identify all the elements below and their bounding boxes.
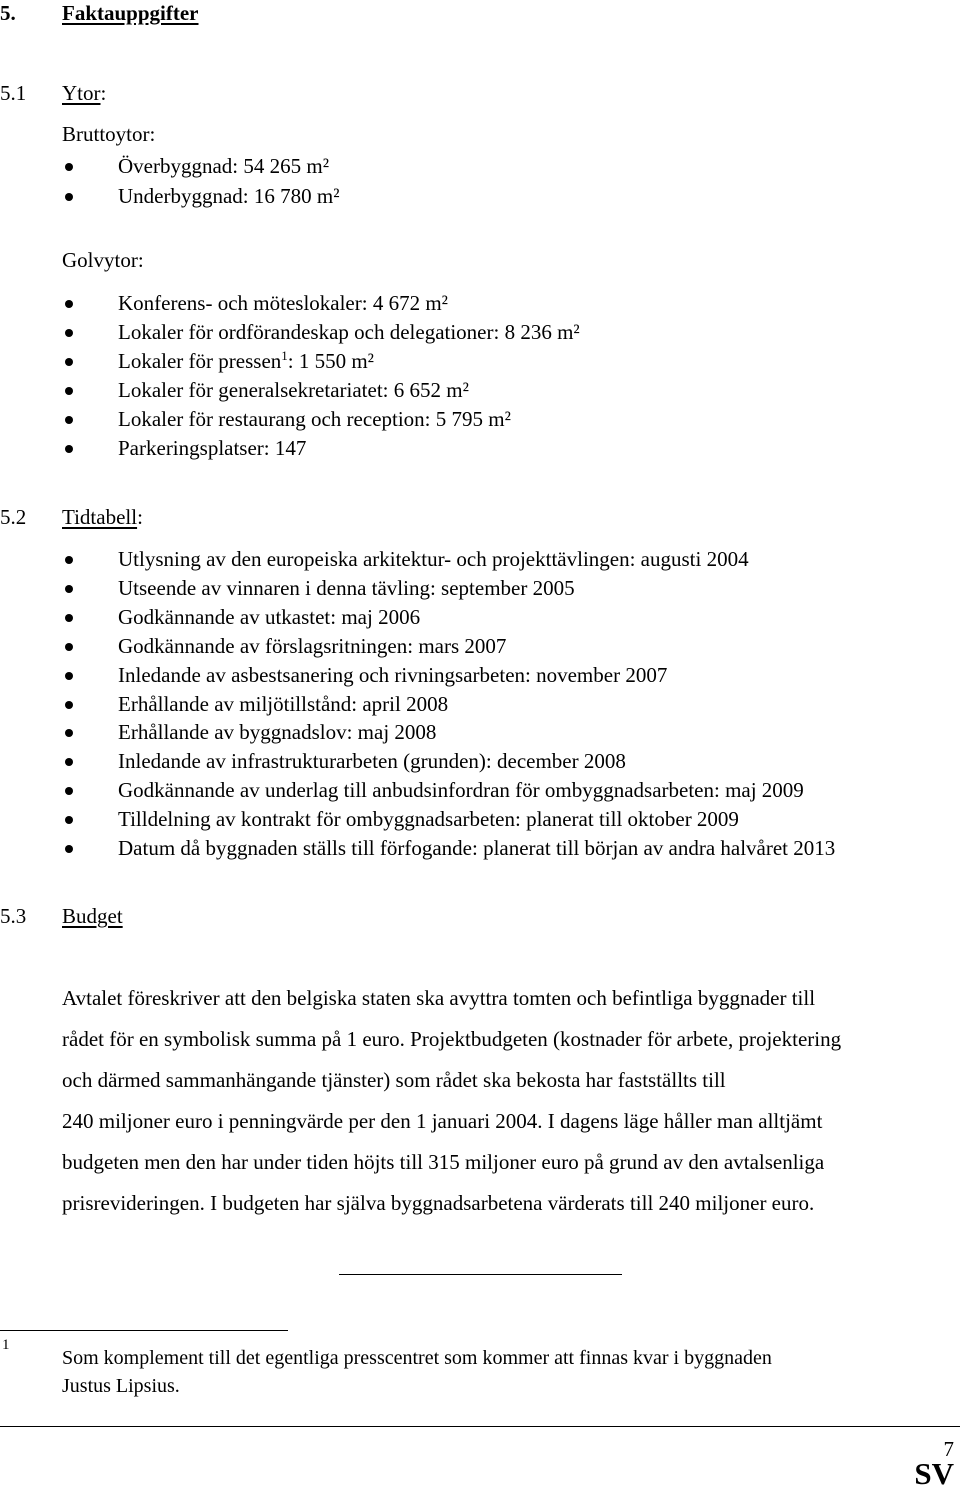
subsection-5-1-colon: : <box>100 81 107 105</box>
footer-rule <box>0 1426 960 1427</box>
end-divider <box>339 1274 622 1275</box>
budget-line: och därmed sammanhängande tjänster) som rådet ska bekosta har fastställts till <box>62 1068 726 1092</box>
timetable-item <box>118 604 421 629</box>
bullet-icon <box>65 163 73 171</box>
footnote-mark: 1 <box>2 1337 10 1353</box>
bullet-icon <box>65 329 73 337</box>
golv-item <box>118 293 448 314</box>
timetable-item-text: Datum då byggnaden ställs till förfogande: planerat till början av andra halvåret 2013 <box>118 836 836 860</box>
bullet-icon <box>65 758 73 766</box>
budget-line: Avtalet föreskriver att den belgiska staten ska avyttra tomten och befintliga byggnader till <box>62 986 816 1010</box>
golv-item-text: Konferens- och möteslokaler: 4 672 m² <box>118 291 448 315</box>
bullet-icon <box>65 701 73 709</box>
timetable-item <box>118 838 835 859</box>
brutto-item-text: Överbyggnad: 54 265 m² <box>118 154 330 178</box>
bullet-icon <box>65 300 73 308</box>
timetable-item-text: Godkännande av utkastet: maj 2006 <box>118 604 421 629</box>
subsection-5-2-number: 5.2 <box>0 505 27 529</box>
page-number: 7 <box>943 1437 954 1461</box>
bullet-icon <box>65 672 73 680</box>
golv-item <box>118 409 511 430</box>
subsection-5-2-heading <box>62 507 143 528</box>
brutto-label: Bruttoytor: <box>62 122 156 146</box>
timetable-item-text: Inledande av infrastrukturarbeten (grunden): december 2008 <box>118 749 626 774</box>
bullet-icon <box>65 387 73 395</box>
bullet-icon <box>65 358 73 366</box>
timetable-item <box>118 691 449 716</box>
golv-item <box>118 380 469 401</box>
subsection-5-1-number: 5.1 <box>0 81 27 105</box>
footnote-line-1: Som komplement till det egentliga presscentret som kommer att finnas kvar i byggnaden <box>62 1347 772 1369</box>
bullet-icon <box>65 787 73 795</box>
press-value: : 1 550 m² <box>287 349 374 373</box>
subsection-5-3-title: Budget <box>62 904 123 928</box>
subsection-5-3-number: 5.3 <box>0 904 27 928</box>
timetable-item <box>118 549 749 570</box>
bullet-icon <box>65 816 73 824</box>
subsection-5-1-title: Ytor <box>62 81 101 105</box>
golv-item-text: Lokaler för pressen <box>118 349 282 373</box>
footnote-reference[interactable]: 1 <box>281 348 288 363</box>
subsection-5-1-heading <box>62 83 106 104</box>
timetable-item-text: Godkännande av underlag till anbudsinfordran för ombyggnadsarbeten: maj 2009 <box>118 778 804 803</box>
golv-item-text: Parkeringsplatser: 147 <box>118 436 307 460</box>
section-title: Faktauppgifter <box>62 1 199 25</box>
timetable-item-text: Godkännande av förslagsritningen: mars 2007 <box>118 633 507 658</box>
budget-line: rådet för en symbolisk summa på 1 euro. Projektbudgeten (kostnader för arbete, projektering <box>62 1027 842 1051</box>
golv-item <box>118 438 306 459</box>
timetable-item-text: Utlysning av den europeiska arkitektur- och projekttävlingen: augusti 2004 <box>118 547 749 571</box>
subsection-5-2-title: Tidtabell <box>62 505 138 529</box>
bullet-icon <box>65 845 73 853</box>
language-code: SV <box>914 1456 954 1491</box>
timetable-item-text: Utseende av vinnaren i denna tävling: september 2005 <box>118 575 575 600</box>
bullet-icon <box>65 556 73 564</box>
timetable-item <box>118 575 575 600</box>
golv-item-text: Lokaler för generalsekretariatet: 6 652 m² <box>118 378 469 402</box>
timetable-item <box>118 780 804 801</box>
brutto-item-text: Underbyggnad: 16 780 m² <box>118 184 340 208</box>
timetable-item-text: Inledande av asbestsanering och rivningsarbeten: november 2007 <box>118 662 668 687</box>
timetable-item-text: Erhållande av byggnadslov: maj 2008 <box>118 720 437 745</box>
golv-item-text: Lokaler för restaurang och reception: 5 795 m² <box>118 407 511 431</box>
footnote-separator <box>0 1330 288 1331</box>
bullet-icon <box>65 193 73 201</box>
bullet-icon <box>65 729 73 737</box>
bullet-icon <box>65 445 73 453</box>
budget-line: budgeten men den har under tiden höjts till 315 miljoner euro på grund av den avtalsenliga <box>62 1150 825 1174</box>
timetable-item <box>118 722 436 743</box>
timetable-item <box>118 751 626 772</box>
golv-item-text: Lokaler för ordförandeskap och delegationer: 8 236 m² <box>118 320 580 344</box>
section-number: 5. <box>0 1 16 25</box>
golv-item <box>118 322 580 343</box>
brutto-item <box>118 156 329 177</box>
brutto-item <box>118 186 340 207</box>
budget-line: 240 miljoner euro i penningvärde per den 1 januari 2004. I dagens läge håller man alltjämt <box>62 1109 823 1133</box>
bullet-icon <box>65 416 73 424</box>
golv-item <box>118 348 374 373</box>
golv-label: Golvytor: <box>62 248 144 272</box>
footnote-line-2: Justus Lipsius. <box>62 1375 180 1397</box>
timetable-item-text: Tilldelning av kontrakt för ombyggnadsarbeten: planerat till oktober 2009 <box>118 807 739 832</box>
budget-line: prisrevideringen. I budgeten har själva byggnadsarbetena värderats till 240 miljoner euro. <box>62 1191 815 1215</box>
timetable-item <box>118 809 739 830</box>
bullet-icon <box>65 643 73 651</box>
subsection-5-2-colon: : <box>137 505 143 529</box>
timetable-item <box>118 633 507 658</box>
bullet-icon <box>65 614 73 622</box>
timetable-item <box>118 662 668 687</box>
timetable-item-text: Erhållande av miljötillstånd: april 2008 <box>118 691 449 716</box>
bullet-icon <box>65 585 73 593</box>
